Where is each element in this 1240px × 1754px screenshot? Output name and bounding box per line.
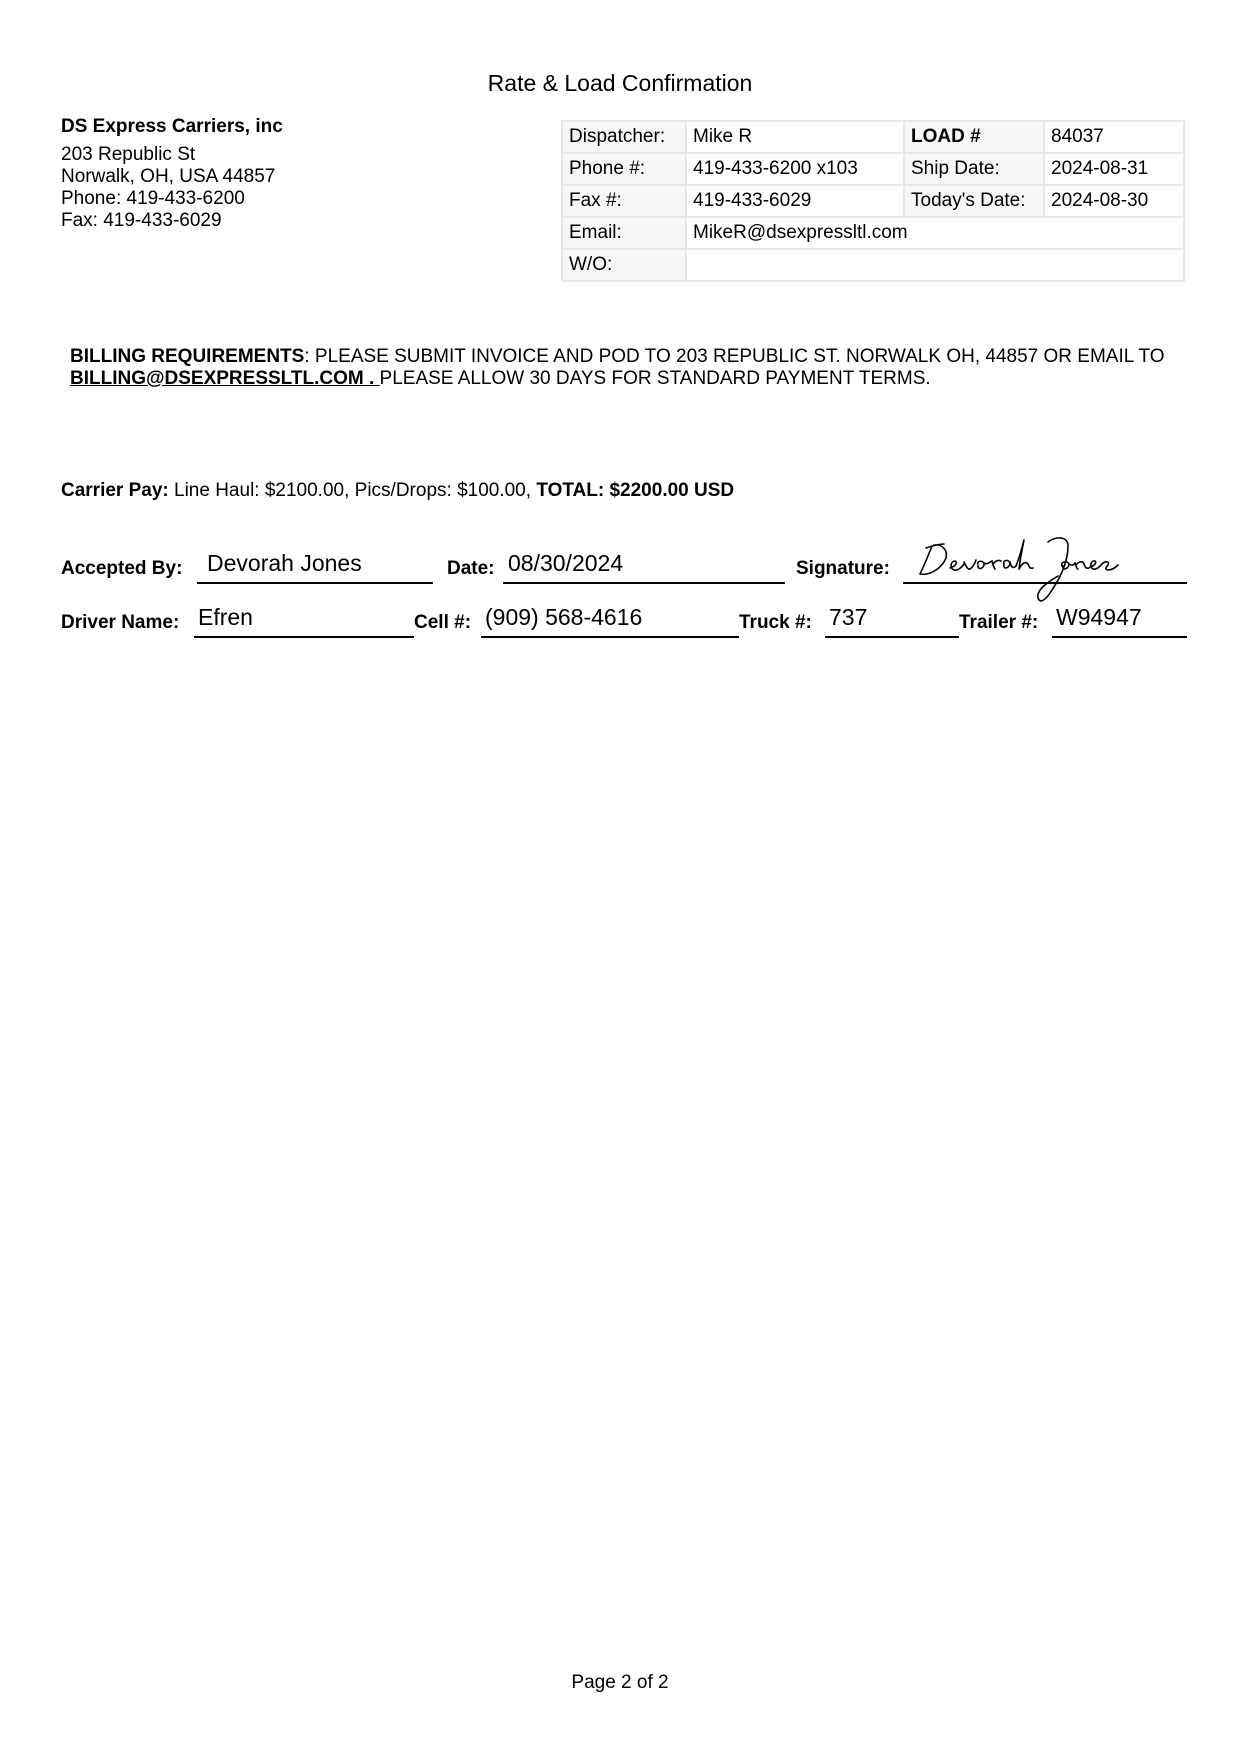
- email-value: MikeR@dsexpressltl.com: [686, 217, 1184, 249]
- email-label: Email:: [562, 217, 686, 249]
- trailer-label: Trailer #:: [959, 612, 1039, 633]
- date-value[interactable]: 08/30/2024: [508, 550, 624, 576]
- page-number: Page 2 of 2: [571, 1672, 669, 1693]
- truck-label: Truck #:: [739, 612, 812, 633]
- cell-label: Cell #:: [414, 612, 472, 633]
- carrier-pay-details: Line Haul: $2100.00, Pics/Drops: $100.00,: [168, 480, 537, 501]
- document-title: Rate & Load Confirmation: [487, 70, 753, 96]
- company-address-line2: Norwalk, OH, USA 44857: [61, 166, 276, 187]
- billing-text-2: PLEASE ALLOW 30 DAYS FOR STANDARD PAYMENT TERMS.: [379, 368, 931, 389]
- phone-label: Phone #:: [562, 153, 686, 185]
- billing-text-1: : PLEASE SUBMIT INVOICE AND POD TO 203 REPUBLIC ST. NORWALK OH, 44857 OR EMAIL TO: [304, 346, 1165, 367]
- wo-value: [686, 249, 1184, 281]
- ship-date-value: 2024-08-31: [1044, 153, 1184, 185]
- accepted-by-label: Accepted By:: [61, 558, 183, 579]
- driver-name-line: [194, 636, 414, 638]
- trailer-value[interactable]: W94947: [1056, 604, 1142, 630]
- truck-value[interactable]: 737: [829, 604, 868, 630]
- accepted-by-value[interactable]: Devorah Jones: [207, 550, 362, 576]
- load-number-label: LOAD #: [904, 121, 1044, 153]
- truck-line: [825, 636, 959, 638]
- signature-image[interactable]: [912, 532, 1162, 612]
- load-info-table: [561, 120, 1185, 282]
- company-phone: Phone: 419-433-6200: [61, 188, 245, 209]
- date-label: Date:: [447, 558, 495, 579]
- carrier-pay-total: TOTAL: $2200.00 USD: [536, 480, 735, 501]
- accepted-by-line: [197, 582, 433, 584]
- load-number-value: 84037: [1044, 121, 1184, 153]
- company-address-line1: 203 Republic St: [61, 144, 196, 165]
- company-fax: Fax: 419-433-6029: [61, 210, 222, 231]
- dispatcher-value: Mike R: [686, 121, 904, 153]
- carrier-pay: [61, 480, 734, 502]
- driver-name-value[interactable]: Efren: [198, 604, 253, 630]
- cell-value[interactable]: (909) 568-4616: [485, 604, 643, 630]
- wo-label: W/O:: [562, 249, 686, 281]
- fax-label: Fax #:: [562, 185, 686, 217]
- billing-heading: BILLING REQUIREMENTS: [70, 346, 305, 367]
- trailer-line: [1052, 636, 1187, 638]
- cell-line: [481, 636, 739, 638]
- phone-value: 419-433-6200 x103: [686, 153, 904, 185]
- fax-value: 419-433-6029: [686, 185, 904, 217]
- todays-date-label: Today's Date:: [904, 185, 1044, 217]
- signature-label: Signature:: [796, 558, 890, 579]
- carrier-pay-label: Carrier Pay:: [61, 480, 169, 501]
- driver-name-label: Driver Name:: [61, 612, 180, 633]
- date-line: [503, 582, 785, 584]
- todays-date-value: 2024-08-30: [1044, 185, 1184, 217]
- company-block: [61, 116, 283, 232]
- company-name: DS Express Carriers, inc: [61, 116, 283, 137]
- billing-email-link[interactable]: BILLING@DSEXPRESSLTL.COM .: [70, 368, 380, 389]
- dispatcher-label: Dispatcher:: [562, 121, 686, 153]
- billing-requirements: [70, 346, 1180, 390]
- ship-date-label: Ship Date:: [904, 153, 1044, 185]
